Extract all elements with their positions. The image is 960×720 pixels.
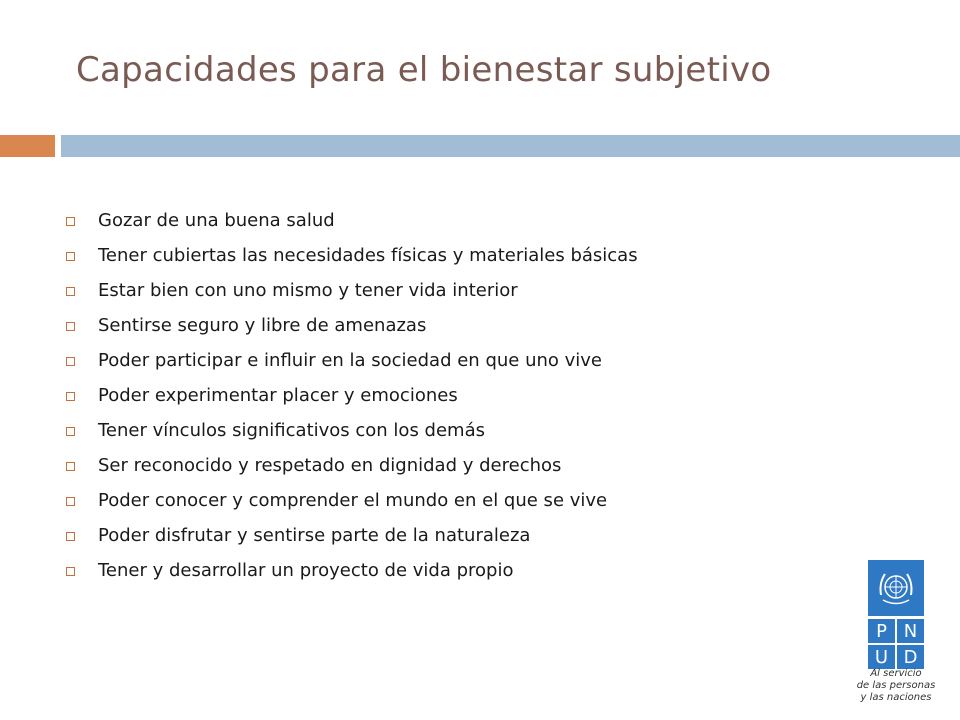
list-item [66, 308, 638, 343]
logo-tagline [856, 668, 936, 704]
item-text: Poder participar e influir en la sociedad en que uno vive [98, 350, 602, 371]
square-bullet-icon [66, 497, 75, 506]
item-text: Estar bien con uno mismo y tener vida interior [98, 280, 518, 301]
item-text: Poder conocer y comprender el mundo en el que se vive [98, 490, 608, 511]
list-item [66, 203, 638, 238]
square-bullet-icon [66, 427, 75, 436]
square-bullet-icon [66, 532, 75, 541]
list-item [66, 518, 638, 553]
item-text: Tener cubiertas las necesidades físicas y materiales básicas [98, 245, 638, 266]
logo-letter: N [897, 619, 924, 643]
square-bullet-icon [66, 217, 75, 226]
list-item [66, 238, 638, 273]
tagline-line: de las personas [856, 680, 936, 691]
slide-title: Capacidades para el bienestar subjetivo [76, 50, 772, 90]
list-item [66, 343, 638, 378]
square-bullet-icon [66, 322, 75, 331]
logo-letter: U [868, 645, 895, 669]
item-text: Poder experimentar placer y emociones [98, 385, 458, 406]
undp-letters [868, 619, 924, 669]
list-item [66, 413, 638, 448]
logo-letter: P [868, 619, 895, 643]
square-bullet-icon [66, 357, 75, 366]
item-text: Tener y desarrollar un proyecto de vida propio [98, 560, 514, 581]
item-text: Tener vínculos significativos con los demás [98, 420, 485, 441]
item-text: Sentirse seguro y libre de amenazas [98, 315, 427, 336]
accent-bar-blue [61, 135, 960, 157]
square-bullet-icon [66, 392, 75, 401]
square-bullet-icon [66, 462, 75, 471]
square-bullet-icon [66, 287, 75, 296]
list-item [66, 378, 638, 413]
bullet-list [66, 203, 638, 588]
item-text: Gozar de una buena salud [98, 210, 335, 231]
list-item [66, 553, 638, 588]
item-text: Ser reconocido y respetado en dignidad y derechos [98, 455, 562, 476]
un-emblem-icon [868, 560, 924, 616]
logo-letter: D [897, 645, 924, 669]
tagline-line: y las naciones [860, 692, 932, 703]
item-text: Poder disfrutar y sentirse parte de la naturaleza [98, 525, 531, 546]
tagline-line: Al servicio [870, 668, 922, 679]
accent-bar-orange [0, 135, 55, 157]
list-item [66, 448, 638, 483]
square-bullet-icon [66, 252, 75, 261]
list-item [66, 483, 638, 518]
list-item [66, 273, 638, 308]
undp-logo [868, 560, 924, 669]
square-bullet-icon [66, 567, 75, 576]
